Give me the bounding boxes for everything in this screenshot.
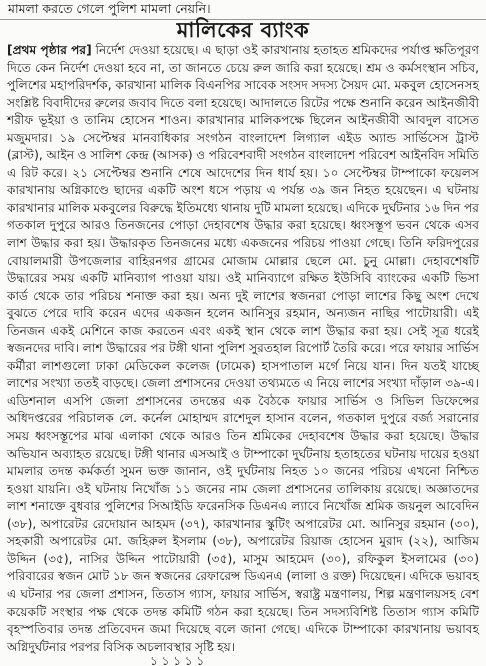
previous-article-fragment: মামলা করতে গেলে পুলিশ মামলা নেয়নি। [8,1,211,16]
next-article-fragment: ১ ১ ১ ১ ১ [150,654,205,666]
jump-tag: [প্রথম পৃষ্ঠার পর] [7,43,92,57]
article-text: নির্দেশ দেওয়া হয়েছে। এ ছাড়া ওই কারখানায় হতাহত শ্রমিকদের পর্যাপ্ত ক্ষতিপূরণ দিতে কেন নির্দেশ দেওয়া হবে না, তা জানতে চেয়ে রুল জারি করা হয়েছে। শ্রম ও কর্মসংস্থান সচিব, পুলিশের মহাপরিদর্শক, কারখানা মালিক বিএনপির সাবেক সংসদ সদস্য সৈয়দ মো. মকবুল হোসেনসহ সংশ্লিষ্ট বিবাদীদের রুলের জবাব দিতে বলা হয়েছে। আদালতে রিটের পক্ষে শুনানি করেন আইনজীবী শরীফ ভূইয়া ও তানিম হোসেন শাওন। কারখানার মালিকপক্ষে ছিলেন আইনজীবী আবদুল বাসেত মজুমদার। ১৯ সেপ্টেম্বর মানবাধিকার সংগঠন বাংলাদেশ লিগ্যাল এইড অ্যান্ড সার্ভিসেস ট্রাস্ট (ব্লাস্ট), আইন ও সালিশ কেন্দ্র (আসক) ও পরিবেশবাদী সংগঠন বাংলাদেশ পরিবেশ আইনবিদ সমিতি এ রিট করে। ২১ সেপ্টেম্বর শুনানি শেষে আদেশের দিন ধার্য হয়। ১০ সেপ্টেম্বর টাম্পাকো ফয়েলস কারখানায় অগ্নিকাণ্ডে ছাদের একটি অংশ ধসে পড়ায় এ পর্যন্ত ৩৯ জন নিহত হয়েছেন। এ ঘটনায় কারখানার মালিক মকবুলের বিরুদ্ধে ইতিমধ্যে থানায় দুটি মামলা হয়েছে। এদিকে দুর্ঘটনার ১৬ দিন পর গতকাল দুপুরে আরও তিনজনের পোড়া দেহাবশেষ উদ্ধার করা হয়েছে। ধ্বংসস্তূপ ভবন থেকে এসব লাশ উদ্ধার করা হয়। উদ্ধারকৃত তিনজনের মধ্যে একজনের পরিচয় পাওয়া গেছে। তিনি ফরিদপুরের বোয়ালমারী উপজেলার বাহিরনগর গ্রামের মোজাম মোল্লার ছেলে মো. চুনু মোল্লা। দেহাবশেষটি উদ্ধারের সময় একটি মানিব্যাগ পাওয়া যায়। ওই মানিব্যাগে রক্ষিত ইউসিবি ব্যাংকের একটি ভিসা কার্ড থেকে তার পরিচয় শনাক্ত করা হয়। অন্য দুই লাশের স্বজনরা পোড়া লাশের কিছু অংশ দেখে বুঝতে পেরে দাবি করেন এদের একজন হলেন আনিসুর রহমান, অন্যজন নাছির পাটোয়ারী। এই তিনজন একই মেশিনে কাজ করতেন এবং একই স্থান থেকে লাশ উদ্ধার করা হয়। সেই সূত্র ধরেই স্বজনদের দাবি। লাশ উদ্ধারের পর টঙ্গী থানা পুলিশ সুরতহাল রিপোর্ট তৈরি করে। পরে ফায়ার সার্ভিস কর্মীরা লাশগুলো ঢাকা মেডিকেল কলেজ (ঢামেক) হাসপাতাল মর্গে নিয়ে যান। দিন যতই যাচ্ছে লাশের সংখ্যা ততই বাড়ছে। জেলা প্রশাসনের দেওয়া তথ্যমতে এ নিয়ে লাশের সংখ্যা দাঁড়াল ৩৯-এ। এডিশনাল এসপি জেলা প্রশাসনের তদন্তের এক বৈঠকে ফায়ার সার্ভিস ও সিভিল ডিফেন্সের অধিদপ্তরের পরিচালক লে. কর্নেল মোহাম্মদ রাশেদুল হাসান বলেন, গতকাল দুপুরে বর্জ্য সরানোর সময় ধ্বংসস্তূপের মাঝ এলাকা থেকে আরও তিন শ্রমিকের দেহাবশেষ উদ্ধার করা হয়েছে। উদ্ধার অভিযান অব্যাহত রয়েছে। টঙ্গী থানার এসআই ও টাম্পাকো দুর্ঘটনায় হতাহতের ঘটনায় দায়ের হওয়া মামলার তদন্ত কর্মকর্তা সুমন ভক্ত জানান, ওই দুর্ঘটনায় নিহত ১০ জনের পরিচয় এখনো নিশ্চিত হওয়া যায়নি। ওই ঘটনায় নিখোঁজ ১১ জনের নাম জেলা প্রশাসনের তালিকায় রয়েছে। অজ্ঞাতদের লাশ শনাক্তে বুধবার পুলিশের সিআইডি ফরেনসিক ডিএনএ ল্যাবে নিখোঁজ শ্রমিক জয়নুল আবেদিন (৩৮), অপারেটর রেদোয়ান আহমদ (৩৭), কারখানার স্কুটিং অপারেটর মো. আনিসুর রহমান (৩০), সহকারী অপারেটর মো. জহিরুল ইসলাম (৩৮), অপারেটর রিয়াজ হোসেন মুরাদ (২২), আজিম উদ্দিন (৩৫), নাসির উদ্দিন পাটোয়ারী (৩৫), মাসুম আহমেদ (৩০), রফিকুল ইসলামের (৩০) পরিবারের স্বজন মোট ১৮ জন স্বজনের রেফারেন্স ডিএনএ (লালা ও রক্ত) দিয়েছেন। এদিকে ভয়াবহ এ ঘটনার পর জেলা প্রশাসন, তিতাস গ্যাস, ফায়ার সার্ভিস, স্বরাষ্ট্র মন্ত্রণালয়, শিল্প মন্ত্রণালয়সহ বেশ কয়েকটি সংস্থার পক্ষ থেকে তদন্ত কমিটি গঠন করা হয়েছে। তিন সদস্যবিশিষ্ট তিতাস গ্যাস কমিটি বৃহস্পতিবার তদন্ত প্রতিবেদন জমা দিয়েছে বলে জানা গেছে। এদিকে টাম্পাকো কারখানায় ভয়াবহ অগ্নিদুর্ঘটনার পরপর বিসিক অচলাবস্থার সৃষ্টি হয়। [7,43,479,654]
headline: মালিকের ব্যাংক [176,18,310,42]
article-body [7,42,479,656]
